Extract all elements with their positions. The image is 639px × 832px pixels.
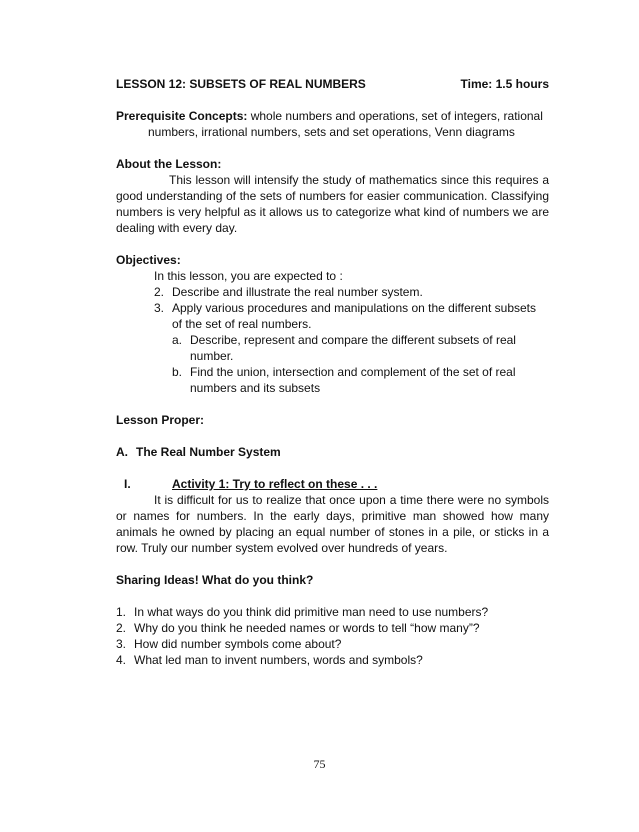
objectives-sublist [116, 332, 549, 396]
list-item: b. Find the union, intersection and complement of the set of real numbers and its subsets [172, 365, 516, 395]
list-item: 3. How did number symbols come about? [116, 637, 342, 651]
prerequisite-paragraph [116, 108, 549, 140]
about-paragraph: This lesson will intensify the study of mathematics since this requires a good understanding of the sets of numbers for easier communication. Classifying numbers is very helpful as it allows us to categorize what kind of numbers we are dealing with every day. [116, 173, 549, 235]
lesson-proper-heading: Lesson Proper: [116, 413, 205, 427]
list-item: 4. What led man to invent numbers, words and symbols? [116, 653, 423, 667]
list-item: a. Describe, represent and compare the different subsets of real number. [172, 333, 516, 363]
about-heading: About the Lesson: [116, 157, 222, 171]
activity-title: Activity 1: Try to reflect on these . . . [172, 477, 378, 491]
objectives-heading: Objectives: [116, 253, 181, 267]
questions-list [116, 604, 549, 668]
lesson-header [116, 76, 549, 92]
sharing-heading: Sharing Ideas! What do you think? [116, 573, 314, 587]
objectives-intro: In this lesson, you are expected to : [154, 269, 343, 283]
prerequisite-label: Prerequisite Concepts: [116, 109, 248, 123]
activity-paragraph: It is difficult for us to realize that once upon a time there were no symbols or names for numbers. In the early days, primitive man showed how many animals he owned by placing an equal number of stones in a pile, or sticks in a row. Truly our number system evolved over hundreds of years. [116, 493, 549, 555]
objectives-list [116, 284, 549, 332]
page-number: 75 [313, 757, 326, 771]
section-heading: A. The Real Number System [116, 445, 281, 459]
list-item: 2. Why do you think he needed names or words to tell “how many”? [116, 621, 480, 635]
lesson-time: Time: 1.5 hours [460, 77, 549, 91]
lesson-title: LESSON 12: SUBSETS OF REAL NUMBERS [116, 77, 366, 91]
list-item: 1. In what ways do you think did primitive man need to use numbers? [116, 605, 489, 619]
list-item: 2. Describe and illustrate the real number system. [154, 285, 423, 299]
prerequisite-text: whole numbers and operations, set of integers, rational numbers, irrational numbers, sets and set operations, Venn diagrams [148, 109, 543, 139]
activity-heading: I. Activity 1: Try to reflect on these . . . [124, 477, 378, 491]
page-content [116, 76, 549, 668]
list-item: 3. Apply various procedures and manipulations on the different subsets of the set of real numbers. [154, 301, 537, 331]
